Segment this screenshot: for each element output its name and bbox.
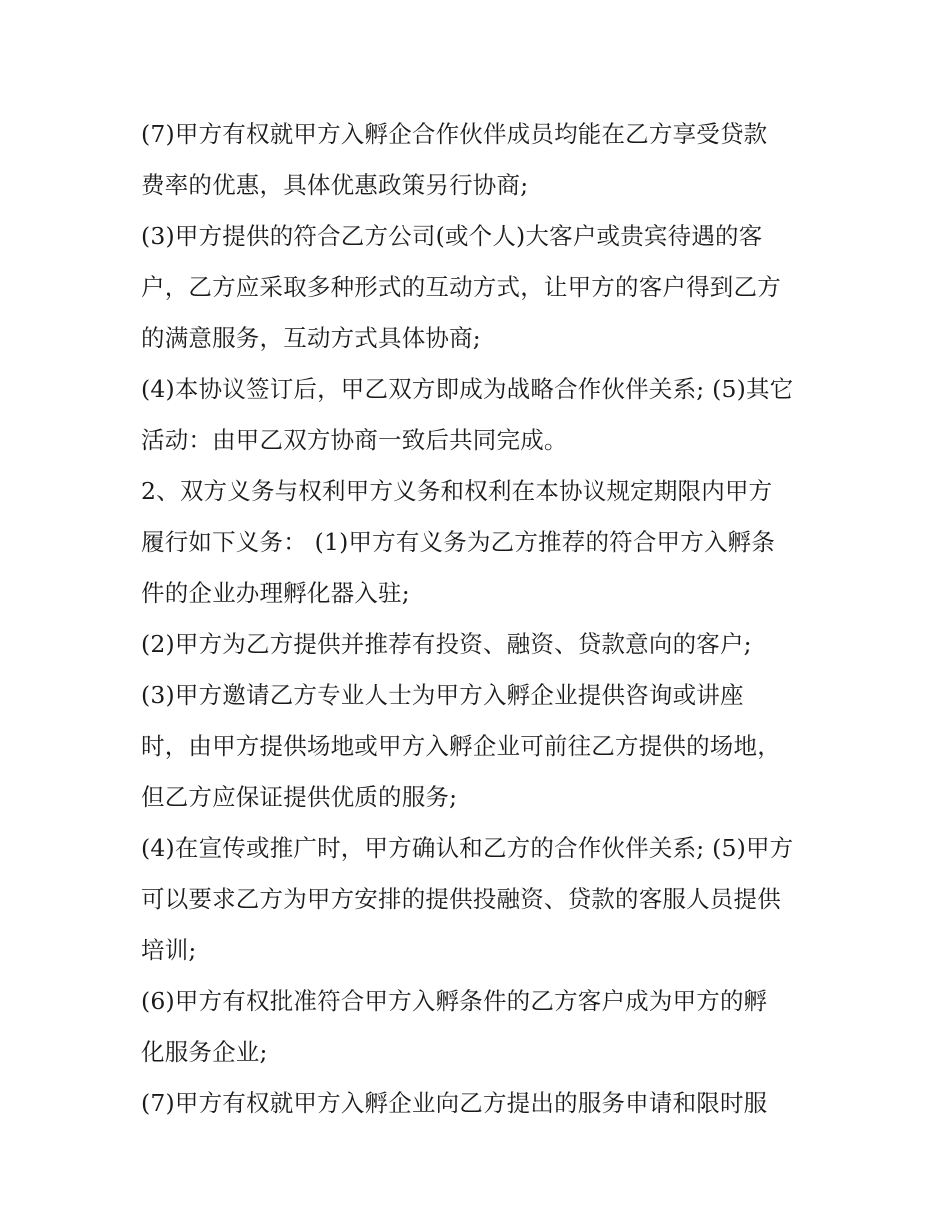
text-line: 可以要求乙方为甲方安排的提供投融资、贷款的客服人员提供 (141, 885, 781, 913)
text-line: 履行如下义务： (1)甲方有义务为乙方推荐的符合甲方入孵条 (141, 528, 776, 556)
text-line: 的满意服务，互动方式具体协商; (141, 324, 481, 352)
text-line: 活动：由甲乙双方协商一致后共同完成。 (141, 426, 568, 454)
text-line: (4)在宣传或推广时，甲方确认和乙方的合作伙伴关系; (5)甲方 (141, 834, 794, 862)
text-line: 件的企业办理孵化器入驻; (141, 579, 410, 607)
text-line: 培训; (141, 936, 197, 964)
text-line: (6)甲方有权批准符合甲方入孵条件的乙方客户成为甲方的孵 (141, 987, 768, 1015)
text-line: (3)甲方邀请乙方专业人士为甲方入孵企业提供咨询或讲座 (141, 681, 744, 709)
text-line: (7)甲方有权就甲方入孵企合作伙伴成员均能在乙方享受贷款 (141, 120, 768, 148)
text-line: 但乙方应保证提供优质的服务; (141, 783, 458, 811)
document-body (141, 109, 831, 1129)
text-line: 时，由甲方提供场地或甲方入孵企业可前往乙方提供的场地， (141, 732, 781, 760)
text-line: 化服务企业; (141, 1038, 268, 1066)
text-line: 户，乙方应采取多种形式的互动方式，让甲方的客户得到乙方 (141, 273, 781, 301)
text-line: (2)甲方为乙方提供并推荐有投资、融资、贷款意向的客户; (141, 630, 752, 658)
text-line: (7)甲方有权就甲方入孵企业向乙方提出的服务申请和限时服 (141, 1089, 768, 1117)
text-line: (4)本协议签订后，甲乙双方即成为战略合作伙伴关系; (5)其它 (141, 375, 794, 403)
text-line: 2、双方义务与权利甲方义务和权利在本协议规定期限内甲方 (141, 477, 773, 505)
text-line: (3)甲方提供的符合乙方公司(或个人)大客户或贵宾待遇的客 (141, 222, 763, 250)
text-line: 费率的优惠，具体优惠政策另行协商; (141, 171, 529, 199)
